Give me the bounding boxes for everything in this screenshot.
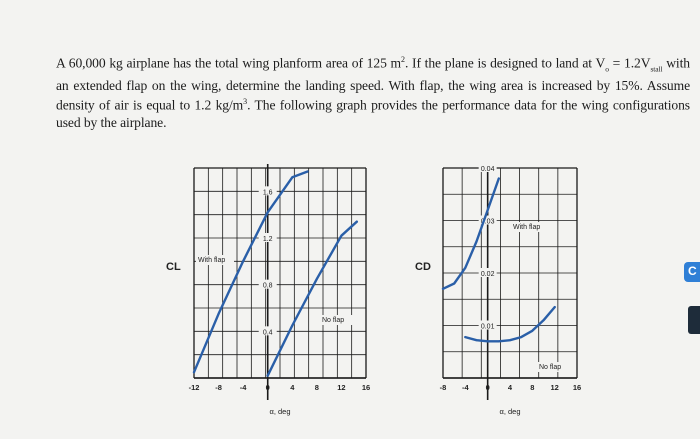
x-tick-label: 12 [337,383,346,392]
series-label: No flap [322,317,345,324]
data-point [476,241,478,243]
data-point [242,260,244,262]
data-point [291,176,293,178]
x-tick-label: 16 [572,383,582,392]
stall-subscript: stall [650,64,663,74]
series-curve-with-flap [194,172,308,373]
y-axis-label: CL [166,261,181,273]
x-tick-label: -12 [188,383,200,392]
problem-text-3: = 1.2V [608,55,651,71]
data-point [356,221,358,223]
series-label: With flap [198,257,226,264]
cd-chart [405,150,605,432]
x-tick-label: 8 [530,383,535,392]
y-tick-label: 0.03 [480,218,495,226]
data-point [520,336,522,338]
x-tick-label: 8 [314,383,319,392]
edge-dark-tab[interactable] [688,306,700,334]
data-point [307,171,309,173]
x-tick-label: -4 [461,383,469,392]
data-point [498,178,500,180]
x-tick-label: -4 [239,383,247,392]
data-point [291,325,293,327]
x-tick-label: -8 [439,383,447,392]
problem-text-2: . If the plane is designed to land at V [404,55,606,71]
y-tick-label: 0.04 [480,166,495,173]
y-tick-label: 1.6 [262,189,273,197]
y-axis-label: CD [415,261,431,273]
area-unit-exponent: 2 [401,55,405,64]
y-tick-label: 0.01 [480,323,495,331]
data-point [498,340,500,342]
x-axis-label: α, deg [269,407,291,416]
data-point [218,313,220,315]
x-tick-label: 12 [550,383,559,392]
edge-app-badge[interactable] [684,262,700,282]
series-label: With flap [513,224,541,231]
y-tick-label: 1.2 [262,236,273,243]
series-label: No flap [539,364,562,371]
x-tick-label: 4 [507,383,513,392]
x-tick-label: 0 [265,383,270,392]
data-point [487,209,489,211]
data-point [464,267,466,269]
data-point [543,319,545,321]
y-tick-label: 0.02 [480,271,495,278]
data-point [267,375,269,377]
data-point [509,339,511,341]
data-point [554,306,556,308]
problem-text-4: with an extended flap on the wing, determine the landing speed. With flap, the wing area is increased by 15%. Assume density of air is equal to 1.2 kg/m [56,55,690,113]
density-unit-exponent: 3 [243,97,248,107]
x-tick-label: 4 [290,383,295,392]
problem-text-5: . The following graph provides the performance data for the wing configurations used by the airplane. [56,97,690,130]
data-point [487,340,489,342]
series-curve-no-flap [268,222,357,376]
x-tick-label: 0 [485,383,490,392]
data-point [453,283,455,285]
x-axis-label: α, deg [499,407,521,416]
data-point [316,278,318,280]
data-point [341,235,343,237]
data-point [442,288,444,290]
data-point [464,336,466,338]
v-subscript: o [605,64,609,74]
data-point [267,211,269,213]
problem-statement [56,52,690,131]
y-tick-label: 0.8 [262,282,273,290]
edge-badge-letter: C [688,264,697,278]
data-point [193,371,195,373]
data-point [531,330,533,332]
x-tick-label: 16 [361,383,371,392]
problem-text-1: A 60,000 kg airplane has the total wing planform area of 125 m [56,55,402,71]
data-point [476,339,478,341]
cl-chart [150,150,400,432]
y-tick-label: 0.4 [262,329,273,337]
x-tick-label: -8 [215,383,222,392]
